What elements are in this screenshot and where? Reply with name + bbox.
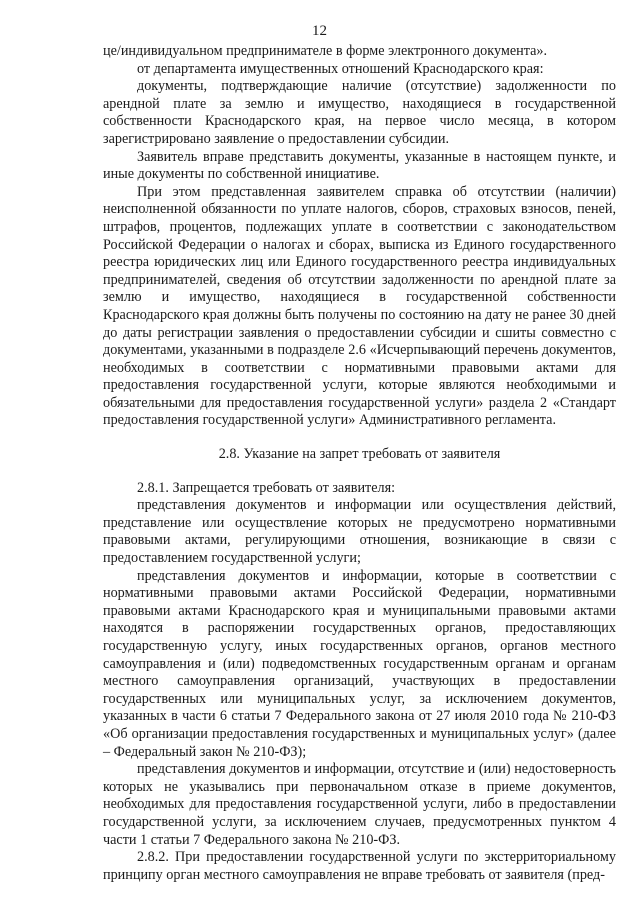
- page-number: 12: [312, 23, 327, 39]
- paragraph: документы, подтверждающие наличие (отсутствие) задолженности по арендной плате за землю и имущество, находящиеся в государственной собственности Краснодарского края, на первое число месяца, в котором зарегистрировано заявление о предоставлении субсидии.: [103, 78, 616, 147]
- paragraph: от департамента имущественных отношений Краснодарского края:: [137, 60, 544, 77]
- paragraph: 2.8.2. При предоставлении государственной услуги по экстерриториальному принципу орган местного самоуправления не вправе требовать от заявителя (пред-: [103, 849, 616, 883]
- paragraph: При этом представленная заявителем справка об отсутствии (наличии) неисполненной обязанности по уплате налогов, сборов, страховых взносов, пеней, штрафов, процентов, подлежащих уплате в соответствии с законодательством Российской Федерации о налогах и сборах, выписка из Единого государственного реестра юридических лиц или Единого государственного реестра индивидуальных предпринимателей, сведения об отсутствии задолженности по арендной плате за землю и имущество, находящиеся в государственной собственности Краснодарского края должны быть получены по состоянию на дату не ранее 30 дней до даты регистрации заявления о предоставлении субсидии и сшиты совместно с документами, указанными в подразделе 2.6 «Исчерпывающий перечень документов, необходимых в соответствии с нормативными правовыми актами для предоставления государственной услуги, которые являются необходимыми и обязательными для предоставления государственной услуги» раздела 2 «Стандарт предоставления государственной услуги» Административного регламента.: [103, 183, 616, 429]
- paragraph: представления документов и информации или осуществления действий, представление или осуществление которых не предусмотрено нормативными правовыми актами, регулирующими отношения, возникающие в связи с предоставлением государственной услуги;: [103, 497, 616, 567]
- section-heading: 2.8. Указание на запрет требовать от заявителя: [218, 446, 501, 463]
- paragraph: 2.8.1. Запрещается требовать от заявителя:: [137, 479, 396, 496]
- paragraph: Заявитель вправе представить документы, указанные в настоящем пункте, и иные документы по собственной инициативе.: [103, 148, 616, 183]
- paragraph: це/индивидуальном предпринимателе в форме электронного документа».: [103, 43, 548, 59]
- paragraph: представления документов и информации, отсутствие и (или) недостоверность которых не указывались при первоначальном отказе в приеме документов, необходимых для предоставления государственной услуги, либо в предоставлении государственной услуги, за исключением случаев, предусмотренных пунктом 4 части 1 статьи 7 Федерального закона № 210-ФЗ.: [103, 761, 616, 848]
- paragraph: представления документов и информации, которые в соответствии с нормативными правовыми актами Российской Федерации, нормативными правовыми актами Краснодарского края и муниципальными правовыми актами находятся в распоряжении государственных органов, предоставляющих государственную услугу, иных государственных органов, органов местного самоуправления и (или) подведомственных государственным органам и органам местного самоуправления организаций, участвующих в предоставлении государственных или муниципальных услуг, за исключением документов, указанных в части 6 статьи 7 Федерального закона от 27 июля 2010 года № 210-ФЗ «Об организации предоставления государственных и муниципальных услуг» (далее – Федеральный закон № 210-ФЗ);: [103, 567, 616, 760]
- document-body: [103, 43, 616, 884]
